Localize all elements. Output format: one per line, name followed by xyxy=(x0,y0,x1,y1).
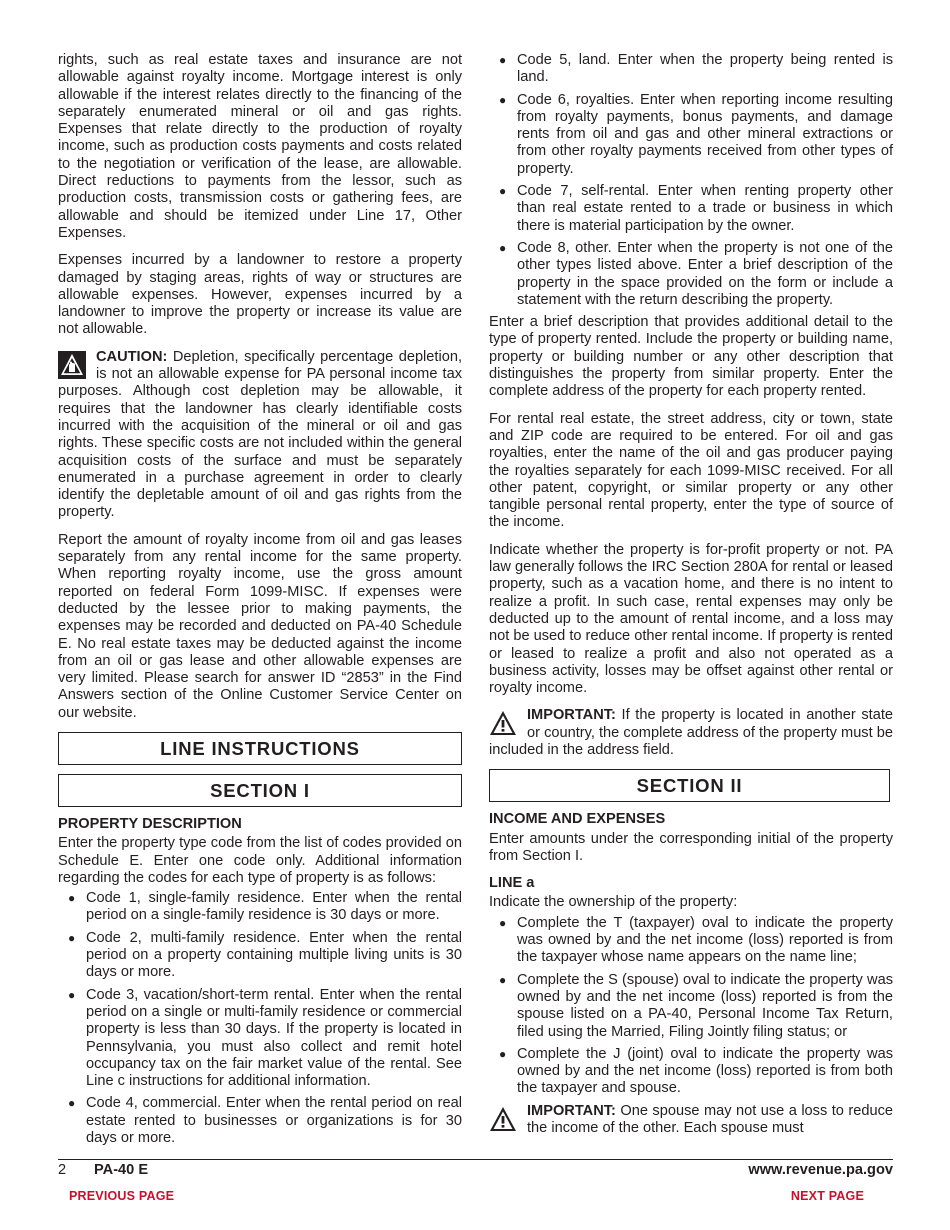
ownership-list xyxy=(489,915,893,1098)
rental-address-paragraph: For rental real estate, the street address, city or town, state and ZIP code are required to be entered. For oil and gas royalties, enter the name of the oil and gas producer paying the royalties separately for each 1099-MISC received. For all other patent, copyright, or similar property or any other tangible personal rental property, enter the type of source of the income. xyxy=(489,410,893,531)
important-note-address xyxy=(489,707,893,759)
for-profit-paragraph: Indicate whether the property is for-profit property or not. PA law generally follows the IRC Section 280A for rental or leased property, such as a vacation home, and there is no intent to realize a profit. In such case, rental expenses may only be deducted up to the amount of rental income, and a loss may not be used to reduce other rental income. If property is rented or leased to realize a profit and also not operated as a business activity, losses may be offset against other rental or royalty income. xyxy=(489,541,893,697)
section-2-box: SECTION II xyxy=(489,769,890,802)
list-item: ● Complete the J (joint) oval to indicate the property was owned by and the net income (loss) reported is from both the taxpayer and spouse. xyxy=(489,1046,893,1098)
section-1-box: SECTION I xyxy=(58,774,462,807)
warning-icon xyxy=(489,709,517,737)
previous-page-link[interactable]: PREVIOUS PAGE xyxy=(69,1189,175,1203)
list-item: ● Code 3, vacation/short-term rental. Enter when the rental period on a single or multi-family residence or commercial property is less than 30 days. If the property is located in Pennsylvania, you must also collect and remit hotel occupancy tax on the fair market value of the rental. See Line c instructions for additional information. xyxy=(58,987,462,1091)
income-expenses-heading: INCOME AND EXPENSES xyxy=(489,811,666,828)
income-expenses-paragraph: Enter amounts under the corresponding initial of the property from Section I. xyxy=(489,830,893,864)
left-column xyxy=(58,52,462,1152)
list-item: ● Complete the T (taxpayer) oval to indicate the property was owned by and the net income (loss) reported is from the taxpayer whose name appears on the name line; xyxy=(489,915,893,967)
form-id: PA-40 E xyxy=(94,1162,149,1178)
next-page-link[interactable]: NEXT PAGE xyxy=(790,1189,864,1203)
line-a-heading: LINE a xyxy=(489,875,535,892)
list-item: ● Code 2, multi-family residence. Enter when the rental period on a property containing multiple living units is 30 days or more. xyxy=(58,930,462,982)
page-number: 2 xyxy=(58,1162,67,1178)
list-item: ● Complete the S (spouse) oval to indicate the property was owned by and the net income (loss) reported is from the spouse listed on a PA-40, Personal Income Tax Return, filed using the Married, Filing Jointly filing status; or xyxy=(489,972,893,1041)
property-description-heading: PROPERTY DESCRIPTION xyxy=(58,815,242,832)
royalty-expenses-paragraph: rights, such as real estate taxes and insurance are not allowable against royalty income. Mortgage interest is only allowable if the interest relates directly to the financing of the separately enumerated mineral or oil and gas rights. Expenses that relate directly to the production of royalty income, such as production costs payments and costs related to the negotiation or verification of the lease, are allowable. Direct reductions to payments from the lessor, such as production costs, transmission costs or gathering fees, are allowable and should be itemized under Line 17, Other Expenses. xyxy=(58,52,462,241)
caution-text: Depletion, specifically percentage depletion, is not an allowable expense for PA personal income tax purposes. Although cost depletion may be allowable, it requires that the landowner has clearly identifiable costs incurred with the acquisition of the mineral or oil and gas rights. These specific costs are not included within the general acquisition costs of the surface and must be separately enumerated in a purchase agreement in order to clearly identify the depletable amount of oil and gas rights from the property. xyxy=(58,348,462,521)
restoration-expenses-paragraph: Expenses incurred by a landowner to restore a property damaged by staging areas, rights of way or structures are allowable expenses. However, expenses incurred by a landowner to improve the property or increase its value are not allowable. xyxy=(58,252,462,338)
important-text: If the property is located in another state or country, the complete address of the property must be included in the address field. xyxy=(489,707,893,758)
list-item: ● Code 7, self-rental. Enter when renting property other than real estate rented to a trade or business in which there is material participation by the owner. xyxy=(489,183,893,235)
important-text: One spouse may not use a loss to reduce the income of the other. Each spouse must xyxy=(527,1102,893,1137)
list-item: ● Code 4, commercial. Enter when the rental period on real estate rented to businesses or organizations is for 30 days or more. xyxy=(58,1095,462,1147)
property-codes-list-1 xyxy=(58,890,462,1147)
list-item: ● Code 8, other. Enter when the property is not one of the other types listed above. Enter a brief description of the property in the space provided on the form or include a statement with the return describing the property. xyxy=(489,240,893,309)
important-label: IMPORTANT: xyxy=(527,1102,616,1119)
list-item: ● Code 1, single-family residence. Enter when the rental period on a single-family residence is 30 days or more. xyxy=(58,890,462,925)
property-codes-list-2 xyxy=(489,52,893,309)
brief-description-paragraph: Enter a brief description that provides additional detail to the type of property rented. Include the property or building name, property or building number or any other description that distinguishes the property from similar property. Enter the complete address of the property for each property rented. xyxy=(489,314,893,400)
caution-note xyxy=(58,349,462,522)
website-url: www.revenue.pa.gov xyxy=(748,1162,893,1178)
important-label: IMPORTANT: xyxy=(527,707,616,724)
important-note-spouse xyxy=(489,1103,893,1138)
line-a-paragraph: Indicate the ownership of the property: xyxy=(489,894,738,911)
caution-hand-icon xyxy=(58,351,86,379)
caution-label: CAUTION: xyxy=(96,348,168,365)
right-column xyxy=(489,52,893,1147)
royalty-reporting-paragraph: Report the amount of royalty income from oil and gas leases separately from any rental income for the same property. When reporting royalty income, use the gross amount reported on federal Form 1099-MISC. If expenses were deducted by the lessee prior to making payments, the expenses may be recorded and deducted on PA-40 Schedule E. No real estate taxes may be deducted against the income from an oil or gas lease and other allowable expenses are very limited. Please search for answer ID “2853” in the Find Answers section of the Online Customer Service Center on our website. xyxy=(58,531,462,721)
list-item: ● Code 6, royalties. Enter when reporting income resulting from royalty payments, bonus payments, and damage rents from oil and gas and other mineral extractions or from other royalty payments received from other types of property. xyxy=(489,92,893,178)
warning-icon xyxy=(489,1105,517,1133)
property-description-paragraph: Enter the property type code from the list of codes provided on Schedule E. Enter one code only. Additional information regarding the codes for each type of property is as follows: xyxy=(58,835,462,886)
footer-divider xyxy=(58,1159,893,1160)
line-instructions-box: LINE INSTRUCTIONS xyxy=(58,732,462,765)
list-item: ● Code 5, land. Enter when the property being rented is land. xyxy=(489,52,893,87)
